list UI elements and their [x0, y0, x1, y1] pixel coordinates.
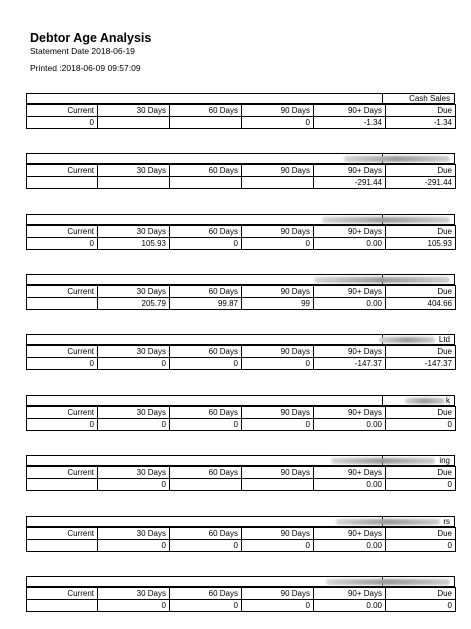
debtor-block	[26, 334, 455, 370]
debtor-block	[26, 153, 455, 189]
aging-table	[26, 406, 456, 431]
column-header: 30 Days	[98, 588, 170, 600]
aging-value: 0	[386, 419, 456, 431]
column-header: 60 Days	[170, 407, 242, 419]
aging-value	[27, 540, 98, 552]
column-header: 90+ Days	[314, 105, 386, 117]
aging-value: 0.00	[314, 600, 386, 612]
column-header: 90 Days	[242, 226, 314, 238]
aging-value	[27, 479, 98, 491]
aging-value	[242, 479, 314, 491]
aging-table	[26, 466, 456, 491]
column-header: 60 Days	[170, 286, 242, 298]
aging-value: 0	[170, 419, 242, 431]
aging-value: 0.00	[314, 238, 386, 250]
debtor-block	[26, 395, 455, 431]
column-header: 60 Days	[170, 165, 242, 177]
column-header: 90 Days	[242, 286, 314, 298]
value-row	[27, 238, 456, 250]
aging-value: 0	[242, 238, 314, 250]
aging-value	[27, 177, 98, 189]
aging-value: -1.34	[386, 117, 456, 129]
column-header: 90 Days	[242, 588, 314, 600]
column-header: 60 Days	[170, 346, 242, 358]
column-header: 90+ Days	[314, 165, 386, 177]
printed-timestamp: Printed :2018-06-09 09:57:09	[30, 63, 141, 73]
aging-value: 0	[170, 238, 242, 250]
debtor-name-bar	[26, 153, 455, 164]
header-row	[27, 165, 456, 177]
aging-value: -147.37	[314, 358, 386, 370]
aging-value: 0	[98, 479, 170, 491]
column-header: 90 Days	[242, 165, 314, 177]
aging-value: 0.00	[314, 298, 386, 310]
debtor-name-bar	[26, 516, 455, 527]
column-header: Current	[27, 407, 98, 419]
column-header: 90 Days	[242, 407, 314, 419]
value-row	[27, 117, 456, 129]
aging-value: 0	[386, 479, 456, 491]
debtor-name: ing	[382, 455, 454, 466]
redacted-name-blur	[336, 519, 440, 525]
header-row	[27, 346, 456, 358]
aging-value	[98, 117, 170, 129]
aging-value: 0	[98, 358, 170, 370]
aging-value	[170, 177, 242, 189]
column-header: 30 Days	[98, 165, 170, 177]
value-row	[27, 358, 456, 370]
aging-value: 0	[98, 419, 170, 431]
column-header: 60 Days	[170, 528, 242, 540]
column-header: 30 Days	[98, 286, 170, 298]
aging-value	[27, 298, 98, 310]
redacted-name-blur	[326, 579, 450, 585]
value-row	[27, 600, 456, 612]
aging-value: 0	[170, 600, 242, 612]
column-header: 60 Days	[170, 226, 242, 238]
debtor-block	[26, 93, 455, 129]
column-header: Due	[386, 105, 456, 117]
aging-value	[170, 479, 242, 491]
aging-value: -291.44	[314, 177, 386, 189]
aging-value: 105.93	[386, 238, 456, 250]
column-header: Current	[27, 467, 98, 479]
aging-value	[27, 600, 98, 612]
column-header: 90+ Days	[314, 588, 386, 600]
column-header: 90+ Days	[314, 226, 386, 238]
aging-table	[26, 587, 456, 612]
debtor-name-bar	[26, 214, 455, 225]
debtor-name: rs	[382, 516, 454, 527]
column-header: Current	[27, 588, 98, 600]
column-header: 90 Days	[242, 105, 314, 117]
column-header: 30 Days	[98, 467, 170, 479]
debtor-name-bar	[26, 334, 455, 345]
aging-value: 0	[27, 238, 98, 250]
aging-table	[26, 527, 456, 552]
column-header: Current	[27, 226, 98, 238]
aging-value: 0	[170, 540, 242, 552]
redacted-name-blur	[405, 398, 445, 404]
debtor-name-bar	[26, 576, 455, 587]
aging-value: 0	[242, 600, 314, 612]
aging-value: 0	[27, 419, 98, 431]
statement-date: Statement Date 2018-06-19	[30, 46, 135, 56]
debtor-name-bar	[26, 455, 455, 466]
column-header: 30 Days	[98, 105, 170, 117]
header-row	[27, 528, 456, 540]
debtor-block	[26, 516, 455, 552]
aging-value: 0	[170, 358, 242, 370]
debtor-name-bar	[26, 395, 455, 406]
value-row	[27, 479, 456, 491]
aging-value: 0	[27, 117, 98, 129]
aging-value	[170, 117, 242, 129]
aging-value: 0	[242, 358, 314, 370]
column-header: Due	[386, 407, 456, 419]
aging-value: 0	[98, 600, 170, 612]
debtor-name-bar	[26, 93, 455, 104]
column-header: Current	[27, 105, 98, 117]
aging-table	[26, 164, 456, 189]
redacted-name-blur	[314, 277, 450, 283]
aging-value: 0.00	[314, 419, 386, 431]
debtor-name: Cash Sales	[382, 93, 454, 104]
aging-value: 105.93	[98, 238, 170, 250]
redacted-name-blur	[344, 156, 450, 162]
debtor-block	[26, 214, 455, 250]
redacted-name-blur	[379, 337, 435, 343]
aging-table	[26, 225, 456, 250]
aging-value	[242, 177, 314, 189]
header-row	[27, 588, 456, 600]
column-header: 60 Days	[170, 105, 242, 117]
column-header: Due	[386, 165, 456, 177]
column-header: Due	[386, 528, 456, 540]
value-row	[27, 419, 456, 431]
column-header: 90 Days	[242, 346, 314, 358]
column-header: 90+ Days	[314, 407, 386, 419]
redacted-name-blur	[331, 458, 435, 464]
aging-value: 0	[386, 600, 456, 612]
column-header: 90+ Days	[314, 528, 386, 540]
column-header: 30 Days	[98, 226, 170, 238]
column-header: Current	[27, 346, 98, 358]
aging-table	[26, 285, 456, 310]
column-header: Current	[27, 528, 98, 540]
aging-table	[26, 345, 456, 370]
column-header: 60 Days	[170, 467, 242, 479]
header-row	[27, 467, 456, 479]
aging-value: 0	[242, 117, 314, 129]
aging-value: 0	[242, 419, 314, 431]
column-header: 90 Days	[242, 467, 314, 479]
header-row	[27, 226, 456, 238]
debtor-block	[26, 576, 455, 612]
column-header: 90+ Days	[314, 286, 386, 298]
debtor-name: k	[382, 395, 454, 406]
aging-value: 0	[98, 540, 170, 552]
value-row	[27, 540, 456, 552]
aging-value	[98, 177, 170, 189]
debtor-name: Ltd	[382, 334, 454, 345]
column-header: 30 Days	[98, 346, 170, 358]
aging-table	[26, 104, 456, 129]
header-row	[27, 407, 456, 419]
aging-value: 404.66	[386, 298, 456, 310]
column-header: Current	[27, 286, 98, 298]
column-header: Current	[27, 165, 98, 177]
column-header: Due	[386, 588, 456, 600]
column-header: Due	[386, 467, 456, 479]
column-header: Due	[386, 346, 456, 358]
header-row	[27, 105, 456, 117]
value-row	[27, 298, 456, 310]
column-header: 90 Days	[242, 528, 314, 540]
aging-value: 0.00	[314, 479, 386, 491]
column-header: Due	[386, 226, 456, 238]
debtor-block	[26, 274, 455, 310]
report-title: Debtor Age Analysis	[30, 31, 152, 45]
aging-value: -1.34	[314, 117, 386, 129]
header-row	[27, 286, 456, 298]
aging-value: 0	[386, 540, 456, 552]
aging-value: 99.87	[170, 298, 242, 310]
column-header: 30 Days	[98, 528, 170, 540]
value-row	[27, 177, 456, 189]
aging-value: 99	[242, 298, 314, 310]
aging-value: 0	[242, 540, 314, 552]
column-header: 90+ Days	[314, 346, 386, 358]
aging-value: -147.37	[386, 358, 456, 370]
column-header: 90+ Days	[314, 467, 386, 479]
aging-value: 0.00	[314, 540, 386, 552]
column-header: Due	[386, 286, 456, 298]
column-header: 60 Days	[170, 588, 242, 600]
debtor-block	[26, 455, 455, 491]
column-header: 30 Days	[98, 407, 170, 419]
aging-value: -291.44	[386, 177, 456, 189]
debtor-name-bar	[26, 274, 455, 285]
aging-value: 205.79	[98, 298, 170, 310]
aging-value: 0	[27, 358, 98, 370]
redacted-name-blur	[322, 217, 450, 223]
